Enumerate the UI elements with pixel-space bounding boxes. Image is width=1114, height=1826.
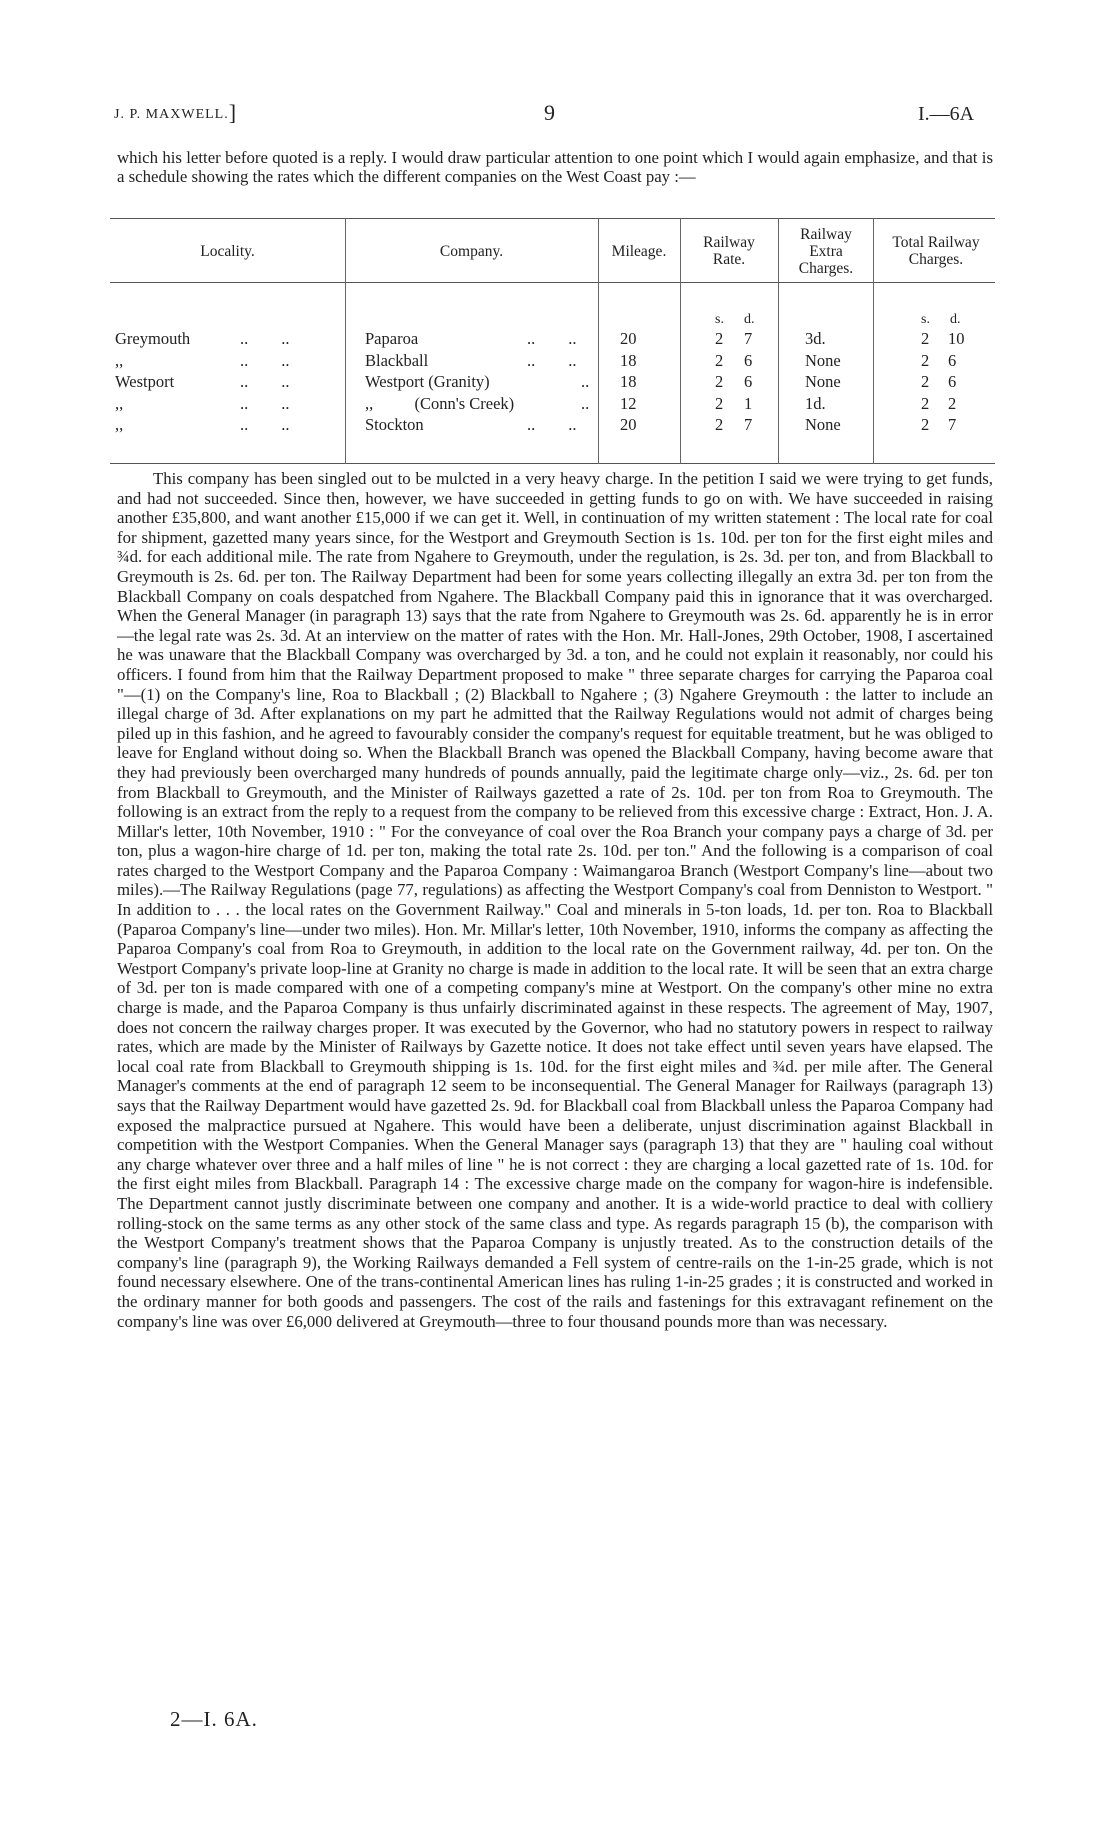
cell-rate-d: 6 xyxy=(744,372,753,391)
header-railway-rate: Railway Rate. xyxy=(703,234,755,268)
body-text xyxy=(117,469,993,1331)
cell-company: ,, (Conn's Creek) xyxy=(365,393,515,413)
col-divider xyxy=(873,218,874,464)
header-railway-extra: Railway Extra Charges. xyxy=(798,226,854,277)
cell-extra: 3d. xyxy=(805,329,826,348)
cell-locality: ,, xyxy=(115,415,124,434)
leader-dots: .. .. xyxy=(240,350,290,370)
cell-total-s: 2 xyxy=(921,372,930,391)
leader-dots: .. .. xyxy=(527,415,577,434)
cell-mileage: 18 xyxy=(620,372,637,391)
cell-company: Stockton xyxy=(365,415,424,434)
cell-total-d: 2 xyxy=(948,393,957,413)
cell-extra: None xyxy=(805,415,841,434)
table-top-rule xyxy=(110,218,995,219)
cell-rate-s: 2 xyxy=(715,393,724,413)
printer-signature: 2—I. 6A. xyxy=(170,1707,258,1731)
cell-locality: ,, xyxy=(115,350,124,370)
cell-total-d: 10 xyxy=(948,329,965,348)
running-header-author xyxy=(114,100,236,126)
unit-rate-s: s. xyxy=(715,312,724,327)
cell-locality: Westport xyxy=(115,372,175,391)
cell-rate-d: 6 xyxy=(744,350,753,370)
body-paragraph: This company has been singled out to be mulcted in a very heavy charge. In the petition I said we were trying to get funds, and had not succeeded. Since then, however, we have succeeded in getting funds to go on with. We have succeeded in raising another £35,800, and want another £15,000 if we can get it. Well, in continuation of my written statement : The local rate for coal for shipment, gazetted many years since, for the Westport and Greymouth Section is 1s. 10d. per ton for the first eight miles and ¾d. for each additional mile. The rate from Ngahere to Greymouth, under the regulation, is 2s. 3d. per ton, and from Blackball to Greymouth is 2s. 6d. per ton. The Railway Department had been for some years collecting illegally an extra 3d. per ton from the Blackball Company on coals despatched from Ngahere. The Blackball Company paid this in ignorance that it was overcharged. When the General Manager (in paragraph 13) says that the rate from Ngahere to Greymouth was 2s. 6d. apparently he is in error—the legal rate was 2s. 3d. At an interview on the matter of rates with the Hon. Mr. Hall-Jones, 29th October, 1908, I ascertained he was unaware that the Blackball Company was overcharged by 3d. a ton, and he could not explain it reasonably, nor could his officers. I found from him that the Railway Department proposed to make " three separate charges for carrying the Paparoa coal "—(1) on the Company's line, Roa to Blackball ; (2) Blackball to Ngahere ; (3) Ngahere Greymouth : the latter to include an illegal charge of 3d. After explanations on my part he admitted that the Railway Regulations would not admit of charges being piled up in this fashion, and he agreed to favourably consider the company's request for equitable treatment, but he was obliged to leave for England without doing so. When the Blackball Branch was opened the Blackball Company, having become aware that they had previously been overcharged many hundreds of pounds annually, paid the legitimate charge only—viz., 2s. 6d. per ton from Blackball to Greymouth, and the Minister of Railways gazetted a rate of 2s. 10d. per ton from Roa to Greymouth. The following is an extract from the reply to a request from the company to be relieved from this excessive charge : Extract, Hon. J. A. Millar's letter, 10th November, 1910 : " For the conveyance of coal over the Roa Branch your company pays a charge of 3d. per ton, plus a wagon-hire charge of 1d. per ton, making the total rate 2s. 10d. per ton." And the following is a comparison of coal rates charged to the Westport Company and the Paparoa Company : Waimangaroa Branch (Westport Company's line—about two miles).—The Railway Regulations (page 77, regulations) as affecting the Westport Company's coal from Denniston to Westport. " In addition to . . . the local rates on the Government Railway." Coal and minerals in 5-ton loads, 1d. per ton. Roa to Blackball (Paparoa Company's line—under two miles). Hon. Mr. Millar's letter, 10th November, 1910, informs the company as affecting the Paparoa Company's coal from Roa to Greymouth, in addition to the local rate on the Government railway, 4d. per ton. On the Westport Company's private loop-line at Granity no charge is made in addition to the local rate. It will be seen that an extra charge of 3d. per ton is made compared with one of a competing company's mine at Westport. On the company's other mine no extra charge is made, and the Paparoa Company is thus unfairly discriminated against in these respects. The agreement of May, 1907, does not concern the railway charges proper. It was executed by the Governor, who had no statutory powers in respect to railway rates, which are made by the Minister of Railways by Gazette notice. It does not take effect until seven years have elapsed. The local coal rate from Blackball to Greymouth shipping is 1s. 10d. for the first eight miles and ¾d. per mile after. The General Manager's comments at the end of paragraph 12 seem to be inconsequential. The General Manager for Railways (paragraph 13) says that the Railway Department would have gazetted 2s. 9d. for Blackball coal from Blackball unless the Paparoa Company had exposed the malpractice pursued at Ngahere. This would have been a deliberate, unjust discrimination against Blackball in competition with the Westport Companies. When the General Manager says (paragraph 13) that they are " hauling coal without any charge whatever over three and a half miles of line " he is not correct : they are charging a local gazetted rate of 1s. 10d. for the first eight miles from Blackball. Paragraph 14 : The excessive charge made on the company for wagon-hire is indefensible. The Department cannot justly discriminate between one company and another. It is a wide-world practice to deal with colliery rolling-stock on the same terms as any other stock of the same class and type. As regards paragraph 15 (b), the comparison with the Westport Company's treatment shows that the Paparoa Company is unjustly treated. As to the construction details of the company's line (paragraph 9), the Working Railways demanded a Fell system of centre-rails on the 1-in-25 grade, which is not found necessary elsewhere. One of the trans-continental American lines has ruling 1-in-25 grades ; it is constructed and worked in the ordinary manner for both goods and passengers. The cost of the rails and fastenings for this extravagant refinement on the company's line was over £6,000 delivered at Greymouth—three to four thousand pounds more than was necessary. xyxy=(117,469,993,1331)
cell-rate-d: 7 xyxy=(744,329,753,348)
header-locality: Locality. xyxy=(200,243,255,260)
intro-paragraph: which his letter before quoted is a reply. I would draw particular attention to one point which I would again emphasize, and that is a schedule showing the rates which the different companies on the West Coast pay :— xyxy=(117,148,993,187)
cell-extra: None xyxy=(805,350,841,370)
cell-rate-d: 7 xyxy=(744,415,753,434)
cell-company: Blackball xyxy=(365,350,429,370)
cell-rate-s: 2 xyxy=(715,372,724,391)
col-divider xyxy=(778,218,779,464)
leader-dots: .. .. xyxy=(240,415,290,434)
cell-rate-s: 2 xyxy=(715,350,724,370)
leader-dots: .. .. xyxy=(240,372,290,391)
cell-extra: None xyxy=(805,372,841,391)
leader-dots: .. .. xyxy=(240,329,290,348)
leader-dots: .. xyxy=(581,393,590,413)
cell-total-s: 2 xyxy=(921,393,930,413)
cell-rate-d: 1 xyxy=(744,393,753,413)
leader-dots: .. .. xyxy=(527,350,577,370)
cell-rate-s: 2 xyxy=(715,415,724,434)
header-total: Total Railway Charges. xyxy=(892,234,980,268)
col-divider xyxy=(680,218,681,464)
cell-mileage: 20 xyxy=(620,415,637,434)
cell-company: Westport (Granity) xyxy=(365,372,490,391)
document-code: I.—6A xyxy=(918,103,975,125)
cell-extra: 1d. xyxy=(805,393,826,413)
leader-dots: .. .. xyxy=(240,393,290,413)
cell-locality: Greymouth xyxy=(115,329,191,348)
unit-total-d: d. xyxy=(950,312,961,327)
cell-total-s: 2 xyxy=(921,415,930,434)
cell-mileage: 20 xyxy=(620,329,637,348)
header-bracket: ] xyxy=(228,100,237,125)
header-company: Company. xyxy=(439,243,504,260)
cell-mileage: 18 xyxy=(620,350,637,370)
cell-total-d: 6 xyxy=(948,350,957,370)
page-number: 9 xyxy=(544,100,555,125)
unit-total-s: s. xyxy=(921,312,930,327)
unit-rate-d: d. xyxy=(744,312,755,327)
header-mileage: Mileage. xyxy=(611,243,667,260)
author-text: J. P. MAXWELL. xyxy=(114,107,229,122)
leader-dots: .. xyxy=(581,372,590,391)
cell-company: Paparoa xyxy=(365,329,419,348)
cell-total-d: 6 xyxy=(948,372,957,391)
cell-rate-s: 2 xyxy=(715,329,724,348)
cell-total-d: 7 xyxy=(948,415,957,434)
cell-mileage: 12 xyxy=(620,393,637,413)
rates-table xyxy=(110,218,995,464)
cell-total-s: 2 xyxy=(921,350,930,370)
table-header-rule xyxy=(110,282,995,283)
cell-total-s: 2 xyxy=(921,329,930,348)
leader-dots: .. .. xyxy=(527,329,577,348)
cell-locality: ,, xyxy=(115,393,124,413)
table-bottom-rule xyxy=(110,463,995,464)
